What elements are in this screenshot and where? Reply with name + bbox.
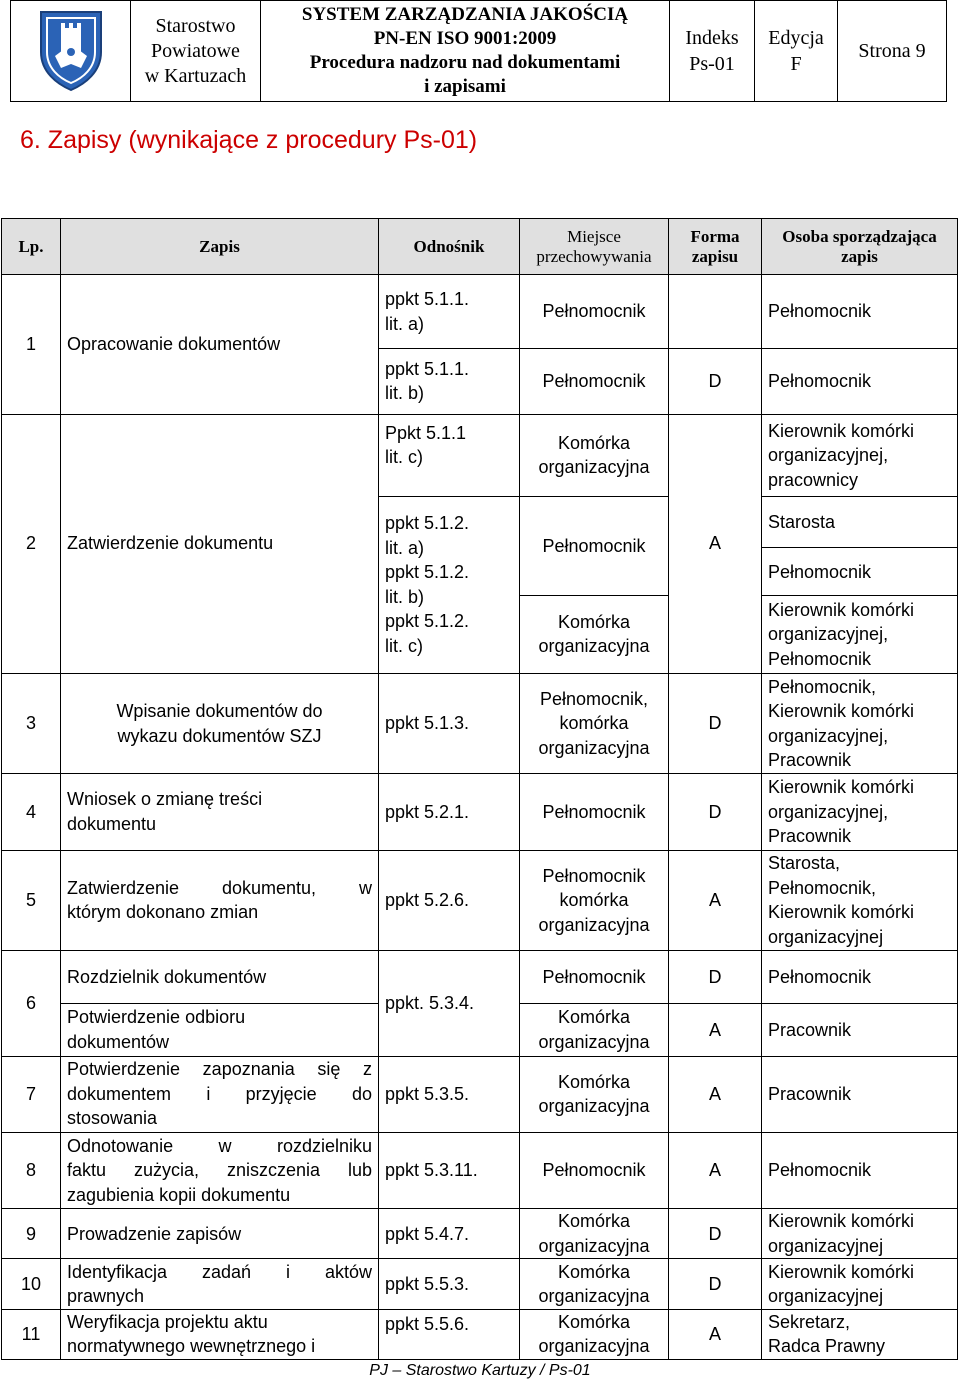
reference: ppkt 5.2.6.	[379, 850, 520, 950]
org-line: Powiatowe	[151, 39, 240, 62]
storage-line: Komórka	[557, 1261, 631, 1282]
row-number: 9	[2, 1209, 61, 1259]
storage-place	[520, 1309, 669, 1359]
reference-line: lit. a)	[385, 537, 425, 558]
record-form: A	[669, 1004, 762, 1056]
org-line: Starostwo	[155, 14, 236, 37]
author-line: Pełnomocnik,	[768, 676, 877, 697]
author-line: organizacyjnej,	[768, 801, 889, 822]
index-cell	[670, 1, 755, 102]
document-title	[261, 1, 670, 102]
reference-line: Ppkt 5.1.1	[385, 422, 467, 443]
header-text: Miejsce	[567, 226, 621, 246]
storage-line: organizacyjna	[538, 1286, 650, 1307]
storage-line: komórka	[559, 713, 629, 734]
reference: ppkt 5.2.1.	[379, 774, 520, 850]
storage-line: organizacyjna	[538, 1096, 650, 1117]
record-line: Weryfikacja projektu aktu	[67, 1311, 268, 1332]
author-line: organizacyjnej,	[768, 725, 889, 746]
row-number: 8	[2, 1132, 61, 1208]
author-line: Kierownik komórki	[768, 420, 915, 441]
reference-line: ppkt 5.1.1.	[385, 289, 470, 310]
record-line: stosowania	[67, 1108, 158, 1129]
record-name	[61, 774, 379, 850]
reference: ppkt 5.3.5.	[379, 1056, 520, 1132]
author-line: organizacyjnej	[768, 926, 884, 947]
title-line: Procedura nadzoru nad dokumentami	[309, 52, 621, 73]
page-number: Strona 9	[838, 1, 947, 102]
record-name	[61, 1309, 379, 1359]
storage-line: Komórka	[557, 1071, 631, 1092]
coat-of-arms-icon	[35, 6, 107, 92]
header-text: Forma	[690, 226, 740, 246]
record-line: dokumentu	[67, 813, 157, 834]
author-line: organizacyjnej,	[768, 624, 889, 645]
table-row	[2, 1132, 958, 1208]
index-value: Ps-01	[689, 53, 735, 75]
record-name: Prowadzenie zapisów	[61, 1209, 379, 1259]
author-line: Pracownik	[768, 826, 852, 847]
org-line: w Kartuzach	[144, 64, 247, 87]
author-line: Starosta,	[768, 853, 841, 874]
author: Pracownik	[762, 1004, 958, 1056]
reference	[379, 275, 520, 349]
header-osoba	[762, 219, 958, 275]
record-name	[61, 1056, 379, 1132]
record-line: Wpisanie dokumentów do	[116, 701, 323, 722]
storage-place	[520, 414, 669, 496]
author-line: Pełnomocnik	[768, 648, 872, 669]
record-line: Potwierdzenie odbioru	[67, 1007, 246, 1028]
table-row	[2, 1309, 958, 1359]
table-row	[2, 1056, 958, 1132]
author	[762, 774, 958, 850]
reference: ppkt 5.5.3.	[379, 1259, 520, 1309]
records-table	[1, 218, 958, 1360]
index-label: Indeks	[685, 27, 739, 49]
storage-line: komórka	[559, 890, 629, 911]
reference-line: lit. c)	[385, 447, 423, 468]
author	[762, 850, 958, 950]
reference: ppkt. 5.3.4.	[379, 951, 520, 1056]
storage-line: Komórka	[557, 1211, 631, 1232]
table-row	[2, 1259, 958, 1309]
record-line: Potwierdzenie zapoznania się z	[67, 1059, 372, 1080]
storage-line: organizacyjna	[538, 1235, 650, 1256]
record-line: normatywnego wewnętrznego i	[67, 1336, 316, 1357]
author-subcell	[762, 595, 957, 672]
storage-place: Pełnomocnik	[520, 349, 669, 414]
storage-line: Komórka	[557, 432, 631, 453]
record-line: Odnotowanie w rozdzielniku	[67, 1135, 372, 1156]
author: Pełnomocnik	[762, 951, 958, 1004]
table-row	[2, 850, 958, 950]
author-line: organizacyjnej	[768, 1286, 884, 1307]
record-form: D	[669, 774, 762, 850]
storage-place: Pełnomocnik	[520, 774, 669, 850]
author-line: Pracownik	[768, 750, 852, 771]
author	[762, 414, 958, 496]
record-form: A	[669, 1309, 762, 1359]
author	[762, 673, 958, 773]
storage-line: organizacyjna	[538, 737, 650, 758]
author-line: Pełnomocnik,	[768, 877, 877, 898]
record-form: A	[669, 1056, 762, 1132]
record-form: D	[669, 951, 762, 1004]
record-form: D	[669, 1209, 762, 1259]
row-number: 4	[2, 774, 61, 850]
section-title: 6. Zapisy (wynikające z procedury Ps-01)	[20, 126, 478, 154]
record-line: faktu zużycia, zniszczenia lub	[67, 1160, 372, 1181]
record-form: D	[669, 1259, 762, 1309]
storage-place	[520, 1004, 669, 1056]
document-header	[10, 0, 947, 102]
header-text: zapis	[841, 246, 878, 266]
author: Pełnomocnik	[762, 349, 958, 414]
row-number: 10	[2, 1259, 61, 1309]
reference: ppkt 5.4.7.	[379, 1209, 520, 1259]
author-line: Radca Prawny	[768, 1336, 886, 1357]
storage-line-group	[538, 610, 649, 659]
reference-line: ppkt 5.1.2.	[385, 611, 470, 632]
storage-place	[520, 497, 669, 674]
author-line: Kierownik komórki	[768, 701, 915, 722]
row-number: 5	[2, 850, 61, 950]
row-number: 2	[2, 414, 61, 673]
record-line: Zatwierdzenie dokumentu, w	[67, 877, 372, 898]
storage-line: Pełnomocnik,	[539, 688, 649, 709]
header-text: Osoba sporządzająca	[782, 226, 937, 246]
storage-place	[520, 1056, 669, 1132]
header-zapis: Zapis	[61, 219, 379, 275]
table-row	[2, 275, 958, 349]
title-line: SYSTEM ZARZĄDZANIA JAKOŚCIĄ	[301, 4, 629, 25]
table-row	[2, 673, 958, 773]
header-forma	[669, 219, 762, 275]
record-line: wykazu dokumentów SZJ	[117, 725, 322, 746]
table-row	[2, 414, 958, 496]
storage-place	[520, 1209, 669, 1259]
reference-line: lit. a)	[385, 313, 425, 334]
record-line: prawnych	[67, 1286, 145, 1307]
reference: ppkt 5.1.3.	[379, 673, 520, 773]
author-line: organizacyjnej,	[768, 445, 889, 466]
edition-value: F	[790, 53, 802, 75]
record-line: Identyfikacja zadań i aktów	[67, 1261, 372, 1282]
author-subcell	[762, 547, 957, 595]
reference: ppkt 5.3.11.	[379, 1132, 520, 1208]
author-line: Starosta	[768, 512, 836, 533]
storage-line: Komórka	[557, 611, 630, 632]
header-text: przechowywania	[536, 246, 652, 266]
storage-place: Pełnomocnik	[520, 275, 669, 349]
author	[762, 1309, 958, 1359]
author-line: Kierownik komórki	[768, 1211, 915, 1232]
record-form: A	[669, 414, 762, 673]
storage-subcell	[520, 595, 668, 672]
record-name: Zatwierdzenie dokumentu	[61, 414, 379, 673]
storage-line: Pełnomocnik	[542, 536, 646, 557]
reference-line: ppkt 5.1.2.	[385, 562, 470, 583]
row-number: 1	[2, 275, 61, 415]
author-line-group	[768, 598, 914, 672]
record-name	[61, 850, 379, 950]
author-line: Kierownik komórki	[768, 902, 915, 923]
record-name: Opracowanie dokumentów	[61, 275, 379, 415]
header-odnosnik: Odnośnik	[379, 219, 520, 275]
author-line: Sekretarz,	[768, 1311, 851, 1332]
storage-place: Pełnomocnik	[520, 951, 669, 1004]
author-line: Kierownik komórki	[768, 1261, 915, 1282]
storage-line: organizacyjna	[538, 1031, 650, 1052]
storage-line: Komórka	[557, 1311, 631, 1332]
storage-line: organizacyjna	[538, 914, 650, 935]
reference: ppkt 5.5.6.	[379, 1309, 520, 1359]
header-lp: Lp.	[2, 219, 61, 275]
header-miejsce	[520, 219, 669, 275]
reference-line: lit. b)	[385, 383, 425, 404]
storage-place: Pełnomocnik	[520, 1132, 669, 1208]
table-row	[2, 951, 958, 1004]
author-line: pracownicy	[768, 469, 859, 490]
table-header-row	[2, 219, 958, 275]
author-line: Kierownik komórki	[768, 777, 915, 798]
storage-line: organizacyjna	[538, 1336, 650, 1357]
author	[762, 497, 958, 674]
reference-line: ppkt 5.1.1.	[385, 358, 470, 379]
title-line: PN-EN ISO 9001:2009	[373, 28, 557, 49]
storage-place	[520, 1259, 669, 1309]
record-name: Rozdzielnik dokumentów	[61, 951, 379, 1004]
record-form: A	[669, 850, 762, 950]
row-number: 7	[2, 1056, 61, 1132]
record-name	[61, 1259, 379, 1309]
author	[762, 1259, 958, 1309]
header-text: zapisu	[691, 246, 739, 266]
reference-line: lit. c)	[385, 635, 423, 656]
author: Pracownik	[762, 1056, 958, 1132]
edition-label: Edycja	[768, 27, 824, 49]
record-name	[61, 673, 379, 773]
row-number: 6	[2, 951, 61, 1056]
record-form: A	[669, 1132, 762, 1208]
author: Pełnomocnik	[762, 275, 958, 349]
organization-name	[131, 1, 261, 102]
storage-subcell	[520, 497, 668, 595]
reference	[379, 349, 520, 414]
table-row	[2, 774, 958, 850]
reference-line: lit. b)	[385, 586, 425, 607]
record-line: Wniosek o zmianę treści	[67, 789, 263, 810]
record-form	[669, 275, 762, 349]
record-name	[61, 1004, 379, 1056]
row-number: 3	[2, 673, 61, 773]
author: Pełnomocnik	[762, 1132, 958, 1208]
storage-line: Komórka	[557, 1007, 631, 1028]
page-footer: PJ – Starostwo Kartuzy / Ps-01	[369, 1362, 591, 1379]
edition-cell	[755, 1, 838, 102]
record-name	[61, 1132, 379, 1208]
storage-place	[520, 850, 669, 950]
author-subcell	[762, 497, 957, 547]
title-line: i zapisami	[424, 76, 506, 97]
author-line: Pełnomocnik	[768, 561, 872, 582]
record-form: D	[669, 673, 762, 773]
reference	[379, 497, 520, 674]
table-row	[2, 1209, 958, 1259]
author-line: organizacyjnej	[768, 1235, 884, 1256]
storage-line: organizacyjna	[538, 636, 650, 657]
storage-line: Pełnomocnik	[542, 865, 646, 886]
row-number: 11	[2, 1309, 61, 1359]
reference-line: ppkt 5.1.2.	[385, 513, 470, 534]
logo-cell	[11, 1, 131, 102]
storage-place	[520, 673, 669, 773]
author	[762, 1209, 958, 1259]
record-line: dokumentów	[67, 1031, 170, 1052]
author-line: Kierownik komórki	[768, 599, 915, 620]
record-line: którym dokonano zmian	[67, 902, 259, 923]
record-line: dokumentem i przyjęcie do	[67, 1083, 372, 1104]
storage-line: organizacyjna	[538, 457, 650, 478]
reference	[379, 414, 520, 496]
record-line: zagubienia kopii dokumentu	[67, 1184, 291, 1205]
record-form: D	[669, 349, 762, 414]
